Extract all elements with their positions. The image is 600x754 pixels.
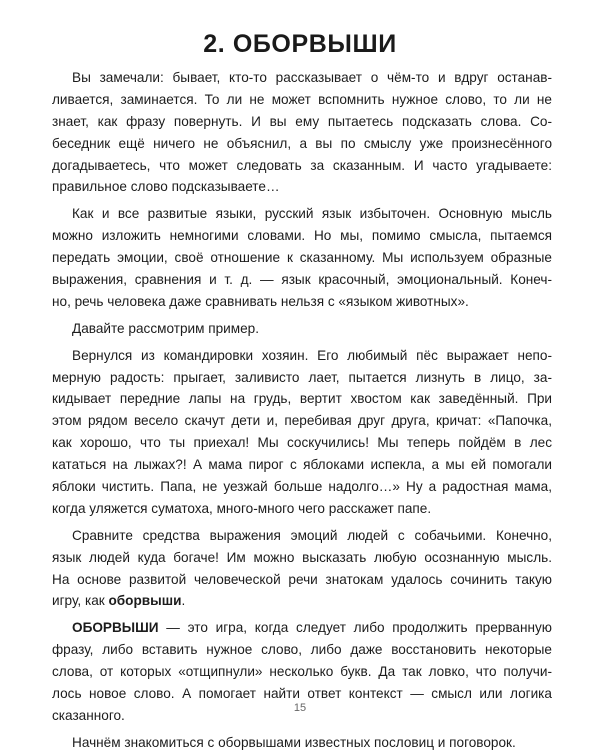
text-line: мерную радость: прыгает, заливисто лает, пытается лизнуть в лицо, за- <box>52 369 552 385</box>
body-text <box>52 67 552 754</box>
text-line: Давайте рассмотрим пример. <box>72 320 259 336</box>
text-line: знает, как фразу повернуть. И вы ему пытаетесь подсказать слова. Со- <box>52 113 552 129</box>
text-line: передать эмоции, своё отношение к сказанному. Мы используем образные <box>52 250 552 266</box>
text-line <box>52 617 552 639</box>
text-line: яблоки чистить. Папа, не уезжай больше надолго…» Ну а радостная мама, <box>52 479 552 495</box>
text-line: этом рядом весело скачут дети и, перебивая друг друга, кричат: «Папочка, <box>52 413 552 429</box>
text-line: кататься на лыжах?! А мама пирог с яблоками испекла, а мы ей помогали <box>52 457 552 473</box>
text-line: слова, от которых «отщипнули» несколько букв. Да так ловко, что получи- <box>52 664 552 680</box>
text-fragment: — это игра, когда следует либо продолжить прерванную <box>158 620 552 636</box>
paragraph-3 <box>52 318 552 340</box>
paragraph-7 <box>52 732 552 754</box>
paragraph-2 <box>52 203 552 312</box>
page-number: 15 <box>293 702 307 714</box>
text-line: Как и все развитые языки, русский язык избыточен. Основную мысль <box>72 206 552 222</box>
text-line: догадываетесь, что может следовать за сказанным. И часто угадываете: <box>52 157 552 173</box>
text-fragment: игру, как <box>52 593 109 609</box>
text-fragment: . <box>181 593 186 609</box>
text-line: сказанного. <box>52 707 125 723</box>
text-line: выражения, сравнения и т. д. — язык красочный, эмоциональный. Конеч- <box>52 272 552 288</box>
text-line: беседник ещё ничего не объяснил, а вы по смыслу уже произнесённого <box>52 135 552 151</box>
text-line: фразу, либо вставить нужное слово, либо даже восстановить некоторые <box>52 642 552 658</box>
paragraph-1 <box>52 67 552 198</box>
text-line: правильное слово подсказываете… <box>52 179 280 195</box>
text-line: Вернулся из командировки хозяин. Его любимый пёс выражает непо- <box>72 347 552 363</box>
text-line: Начнём знакомиться с оборвышами известных пословиц и поговорок. <box>72 734 516 750</box>
text-line: язык людей куда богаче! Им можно высказать любую осознанную мысль. <box>52 549 552 565</box>
text-line: Сравните средства выражения эмоций людей с собачьими. Конечно, <box>72 527 552 543</box>
paragraph-5 <box>52 525 552 613</box>
text-line: кидывает передние лапы на грудь, вертит хвостом как заведённый. При <box>52 391 552 407</box>
text-line: можно изложить немногими словами. Но мы, помимо смысла, пытаемся <box>52 228 552 244</box>
text-line: Вы замечали: бывает, кто-то рассказывает о чём-то и вдруг останав- <box>72 70 552 85</box>
text-line: ливается, заминается. То ли не может вспомнить нужное слово, то ли не <box>52 91 552 107</box>
text-line <box>52 590 552 612</box>
chapter-title: 2. ОБОРВЫШИ <box>203 30 397 58</box>
text-line: но, речь человека даже сравнивать нельзя с «языком животных». <box>52 293 469 309</box>
paragraph-4 <box>52 345 552 520</box>
term-definition-heading: ОБОРВЫШИ <box>72 620 159 636</box>
text-line: как хорошо, что ты приехал! Мы соскучились! Мы теперь пойдём в лес <box>52 435 552 451</box>
text-line: когда уляжется суматоха, много-много чего расскажет папе. <box>52 500 432 516</box>
term-oborvyshi: оборвыши <box>108 593 182 609</box>
text-line: На основе развитой человеческой речи знатокам удалось сочинить такую <box>52 571 552 587</box>
text-line: лось новое слово. А помогает найти ответ контекст — смысл или логика <box>52 686 552 702</box>
